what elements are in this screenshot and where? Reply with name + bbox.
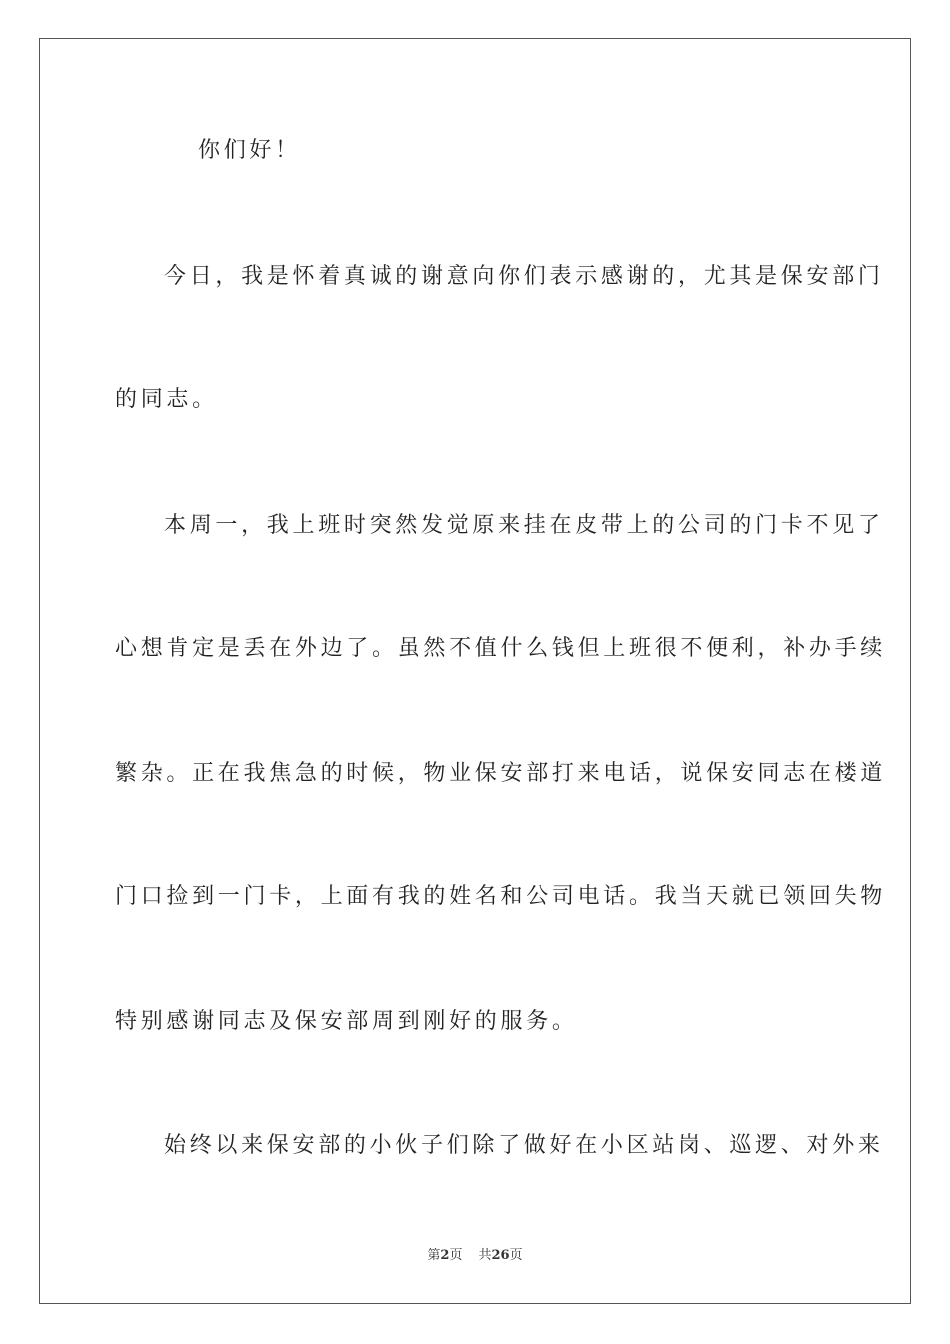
total-pages-number: 26 (491, 1248, 510, 1263)
paragraph-line: 始终以来保安部的小伙子们除了做好在小区站岗、巡逻、对外来 (164, 1133, 884, 1158)
total-pages-suffix: 页 (509, 1248, 523, 1263)
page-number-prefix: 第 (427, 1248, 441, 1263)
page-number-suffix: 页 (449, 1248, 463, 1263)
greeting-line: 你们好！ (198, 138, 301, 163)
paragraph-line: 特别感谢同志及保安部周到刚好的服务。 (115, 1009, 578, 1034)
paragraph-line: 本周一，我上班时突然发觉原来挂在皮带上的公司的门卡不见了 (164, 513, 884, 538)
page-footer (0, 1247, 950, 1265)
paragraph-line: 的同志。 (115, 387, 218, 412)
paragraph-line: 繁杂。正在我焦急的时候，物业保安部打来电话，说保安同志在楼道 (115, 761, 887, 786)
paragraph-line: 门口捡到一门卡，上面有我的姓名和公司电话。我当天就已领回失物 (115, 884, 887, 909)
page-border (39, 38, 911, 1304)
paragraph-line: 今日，我是怀着真诚的谢意向你们表示感谢的，尤其是保安部门 (164, 264, 884, 289)
current-page-number: 2 (440, 1248, 450, 1263)
total-pages-prefix: 共 (478, 1248, 492, 1263)
paragraph-line: 心想肯定是丢在外边了。虽然不值什么钱但上班很不便利，补办手续 (115, 636, 887, 661)
